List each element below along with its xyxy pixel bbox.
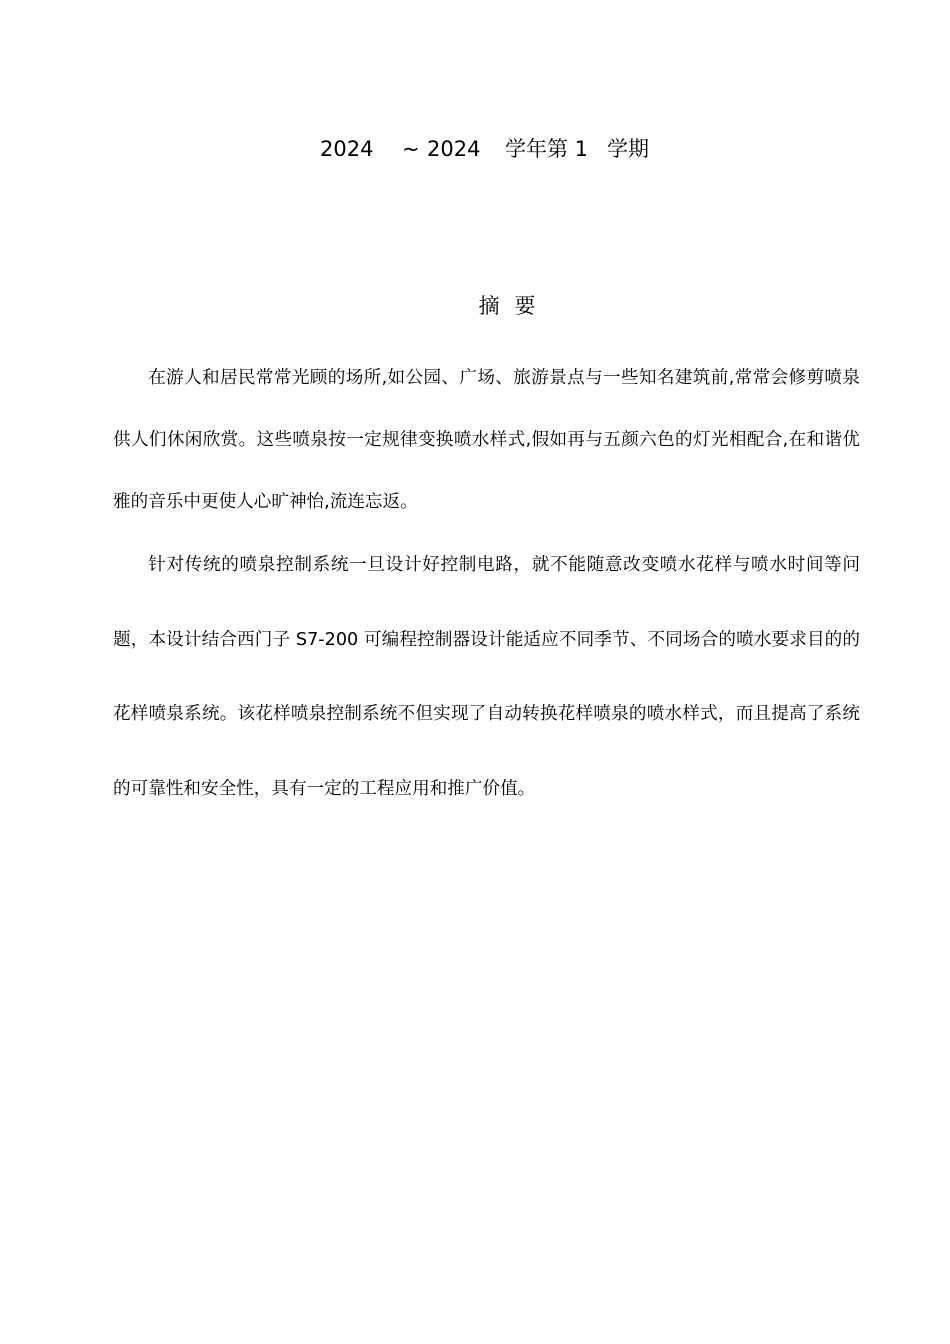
school-year-label: 学年第 1 [505,137,589,161]
abstract-paragraph-1: 在游人和居民常常光顾的场所,如公园、广场、旅游景点与一些知名建筑前,常常会修剪喷泉供人们休闲欣赏。这些喷泉按一定规律变换喷水样式,假如再与五颜六色的灯光相配合,在和谐优雅的音乐中更使人心旷神怡,流连忘返。 [113,368,860,512]
semester-label: 学期 [607,137,649,161]
start-year: 2024 [320,137,374,161]
end-year: 2024 [427,137,481,161]
academic-term-line [0,134,950,164]
abstract-title: 摘 要 [478,294,540,318]
year-separator: ~ [402,137,420,161]
abstract-paragraph-2: 针对传统的喷泉控制系统一旦设计好控制电路，就不能随意改变喷水花样与喷水时间等问题，本设计结合西门子 S7-200 可编程控制器设计能适应不同季节、不同场合的喷水要求目的的花样喷泉系统。该花样喷泉控制系统不但实现了自动转换花样喷泉的喷水样式，而且提高了系统的可靠性和安全性，具有一定的工程应用和推广价值。 [113,555,860,799]
